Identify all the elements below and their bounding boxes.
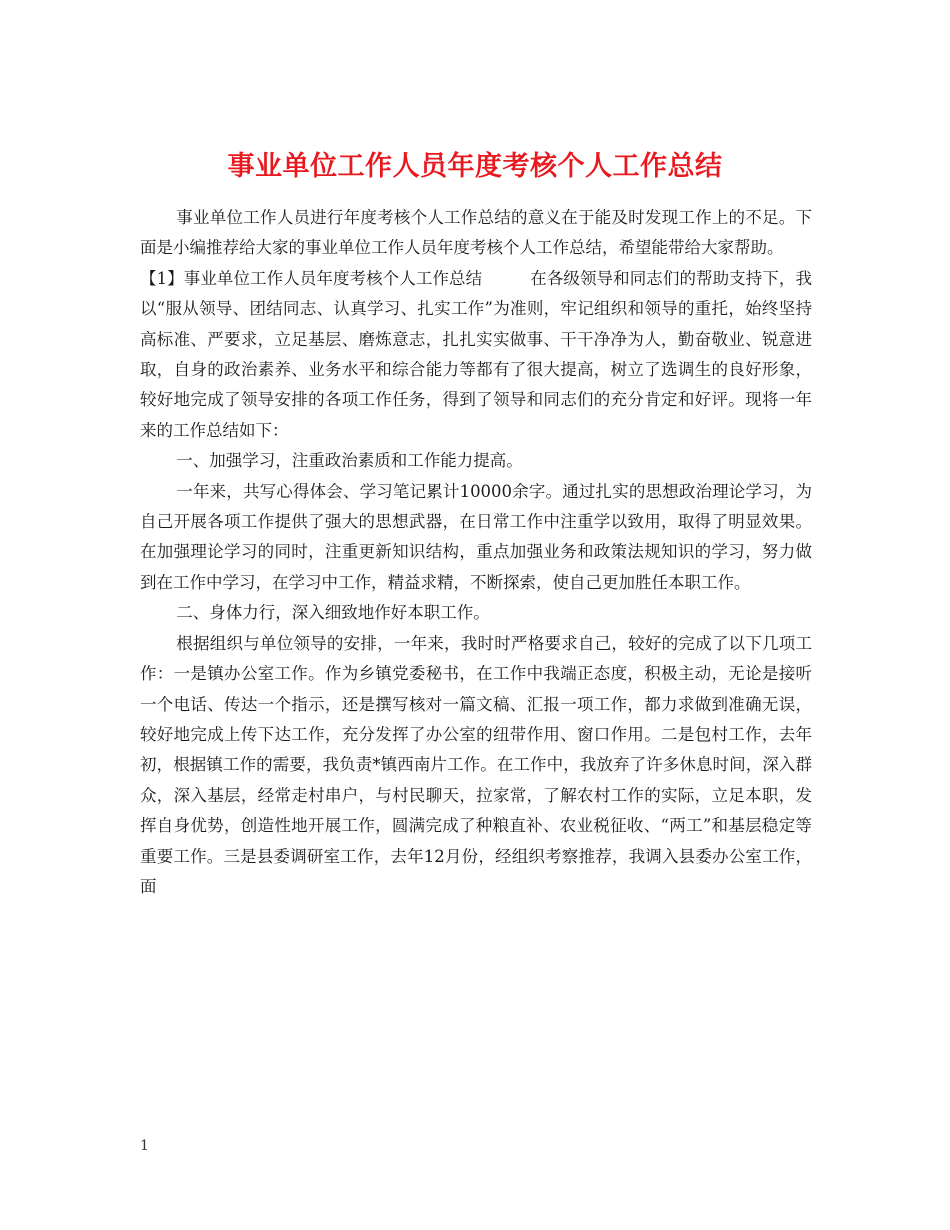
intro-paragraph: 事业单位工作人员进行年度考核个人工作总结的意义在于能及时发现工作上的不足。下面是小编推荐给大家的事业单位工作人员年度考核个人工作总结，希望能带给大家帮助。 bbox=[140, 208, 812, 258]
page-number: 1 bbox=[140, 1138, 149, 1154]
document-body bbox=[140, 203, 812, 902]
section1-label: 【1】事业单位工作人员年度考核个人工作总结 bbox=[140, 268, 483, 288]
section1-paragraph bbox=[140, 264, 812, 446]
section1-text: 在各级领导和同志们的帮助支持下，我以“服从领导、团结同志、认真学习、扎实工作”为准则，牢记组织和领导的重托，始终坚持高标准、严要求，立足基层、磨炼意志，扎扎实实做事、干干净净为人，勤奋敬业、锐意进取，自身的政治素养、业务水平和综合能力等都有了很大提高，树立了选调生的良好形象，较好地完成了领导安排的各项工作任务，得到了领导和同志们的充分肯定和好评。现将一年来的工作总结如下： bbox=[140, 268, 812, 440]
paragraph-2: 根据组织与单位领导的安排，一年来，我时时严格要求自己，较好的完成了以下几项工作：一是镇办公室工作。作为乡镇党委秘书，在工作中我端正态度，积极主动，无论是接听一个电话、传达一个指示，还是撰写核对一篇文稿、汇报一项工作，都力求做到准确无误，较好地完成上传下达工作，充分发挥了办公室的纽带作用、窗口作用。二是包村工作，去年初，根据镇工作的需要，我负责*镇西南片工作。在工作中，我放弃了许多休息时间，深入群众，深入基层，经常走村串户，与村民聊天，拉家常，了解农村工作的实际，立足本职，发挥自身优势，创造性地开展工作，圆满完成了种粮直补、农业税征收、“两工”和基层稳定等重要工作。三是县委调研室工作，去年12月份，经组织考察推荐，我调入县委办公室工作，面 bbox=[140, 633, 812, 896]
heading-2: 二、身体力行，深入细致地作好本职工作。 bbox=[176, 603, 490, 623]
paragraph-1: 一年来，共写心得体会、学习笔记累计10000余字。通过扎实的思想政治理论学习，为自己开展各项工作提供了强大的思想武器，在日常工作中注重学以致用，取得了明显效果。在加强理论学习的同时，注重更新知识结构，重点加强业务和政策法规知识的学习，努力做到在工作中学习，在学习中工作，精益求精，不断探索，使自己更加胜任本职工作。 bbox=[140, 481, 812, 592]
heading-1: 一、加强学习，注重政治素质和工作能力提高。 bbox=[176, 451, 523, 471]
document-title: 事业单位工作人员年度考核个人工作总结 bbox=[227, 151, 723, 183]
